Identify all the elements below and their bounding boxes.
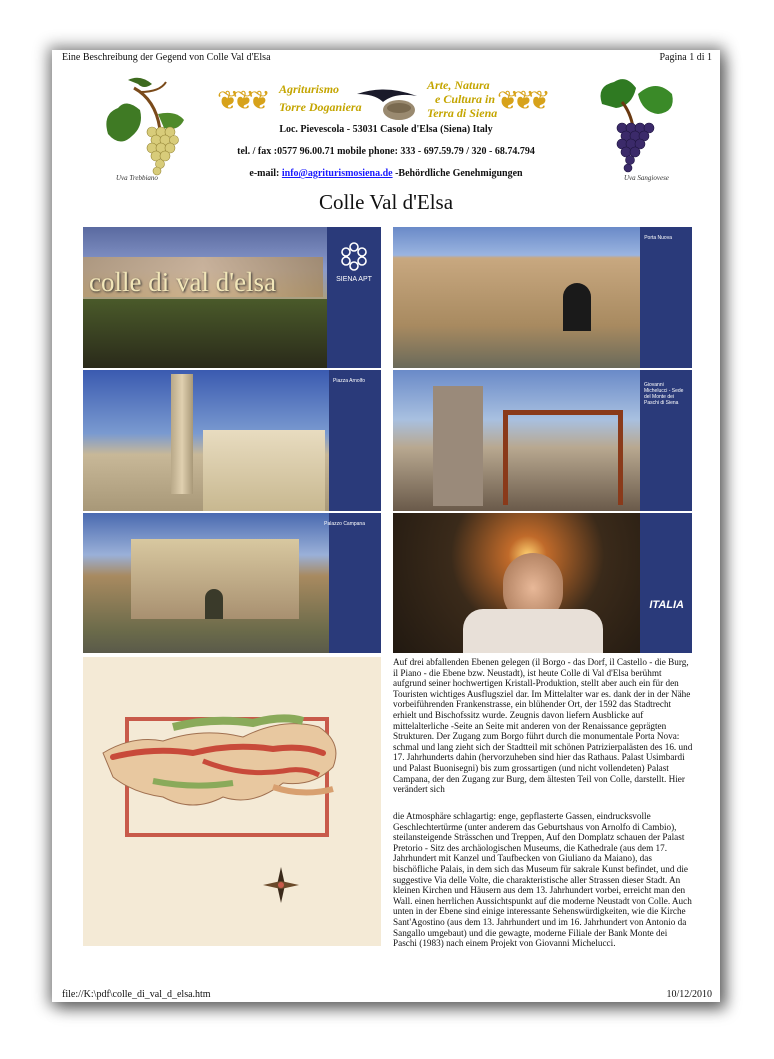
town-map-illustration: [83, 657, 381, 946]
siena-apt-logo: SIENA APT: [333, 241, 375, 291]
photo-porta-nuova: [393, 227, 692, 368]
photo-monte-paschi: [393, 370, 692, 511]
photo-piazza-arnolfo-label: Piazza Arnolfo: [333, 378, 365, 384]
photo-glassblower: [393, 513, 692, 653]
photo-colle-caption: colle di val d'elsa: [89, 267, 277, 297]
photo-palazzo-campana: [83, 513, 381, 653]
page-title: Colle Val d'Elsa: [318, 190, 454, 214]
photo-piazza-arnolfo: [83, 370, 381, 511]
siena-apt-icon: [339, 241, 369, 271]
print-footer-date: 10/12/2010: [666, 989, 712, 1000]
description-paragraph-1: Auf drei abfallenden Ebenen gelegen (il Borgo - das Dorf, il Castello - die Burg, il Piano - die Ebene bzw. Neustadt), ist heute Colle di Val d'Elsa berühmt aufgrund seiner hochwertigen Kristall-Produktion, stellt aber auch ein für den Touristen wichtiges Ausflugsziel dar. Im Mittelalter war es. dank der in der Nähe vorbeiführenden Frankenstrasse, ein blühender Ort, der 1592 das Stadtrecht erhielt und Bischofssitz wurde. Zeugnis davon liefern Ausblicke auf mittelalterliche -Seite an Seite mit anderen von der Renaissance geprägten Strukturen. Der Zugang zum Borgo führt durch die monumentale Porta Nova: schmal und lang zieht sich der Stadtteil mit schönen Patrizierpalästen des 16. und 17. Jahrhunderts dahin (hervorzuheben sind hier das Rathaus. Palast Usimbardi und Palast Buonisegni) bis zum grossartigen (und nicht vollendeten) Palast Campana, der den Zugang zur Burg, dem ältesten Teil von Colle, darstellt. Hier verändert sich: [393, 657, 693, 795]
contact-phone: tel. / fax :0577 96.00.71 mobile phone: 333 - 697.59.79 / 320 - 68.74.794: [237, 146, 535, 157]
photo-porta-nuova-label: Porta Nuova: [644, 235, 672, 241]
banner-left-text: Agriturismo Torre Doganiera: [279, 82, 362, 114]
contact-email-line: e-mail: info@agriturismosiena.de -Behördliche Genehmigungen: [249, 168, 523, 179]
agriturismo-banner: [217, 78, 557, 128]
grape-left-caption: Uva Trebbiano: [116, 174, 158, 182]
grape-right-caption: Uva Sangiovese: [624, 174, 669, 182]
italia-logo: ITALIA: [649, 599, 684, 611]
photo-palazzo-campana-label: Palazzo Campana: [324, 521, 365, 527]
grape-red-illustration: [592, 74, 680, 182]
photo-monte-paschi-label: Giovanni Michelucci - Sede del Monte dei Paschi di Siena: [644, 382, 684, 406]
banner-right-text: Arte, Natura e Cultura in Terra di Siena: [427, 78, 498, 120]
email-link[interactable]: info@agriturismosiena.de: [281, 168, 393, 179]
print-header-page: Pagina 1 di 1: [659, 52, 712, 63]
document-page: [52, 50, 720, 1002]
print-footer-path: file://K:\pdf\colle_di_val_d_elsa.htm: [62, 989, 211, 1000]
swallow-nest-icon: [355, 82, 425, 122]
print-header-title: Eine Beschreibung der Gegend von Colle Val d'Elsa: [62, 52, 271, 63]
wheat-left-icon: ❦❦❦: [217, 86, 265, 115]
description-paragraph-2: die Atmosphäre schlagartig: enge, gepflasterte Gassen, eindrucksvolle Geschlechtertürme (unter anderem das Geburtshaus von Arnolfo di Cambio), steilansteigende Strässchen und Treppen, Auf den Domplatz schauen der Palast Pretorio - Sitz des archäologischen Museums, die Kathedrale (aus dem 17. Jahrhundert mit Kanzel und Taufbecken von Giuliano da Maiano), das bischöfliche Palais, in dem sich das Museum für sakrale Kunst befindet, und die suggestive Via delle Volte, die charakteristische aller Strassen dieser Stadt. An kleinen Kirchen und Häusern aus dem 13. Jahrhundert vorbei, erreicht man den Wall. einen herrlichen Aussichtspunkt auf die moderne Neustadt von Colle. Auch unten in der Ebene sind einige interessante Sehenswürdigkeiten, wie die Kirche Sant'Agostino (aus dem 13. Jahrhundert und im 16. Jahrhundert von Antonio da Sangallo umgebaut) und die gewagte, moderne Filiale der Bank Monte dei Paschi (1983) nach einem Projekt von Giovanni Michelucci.: [393, 811, 692, 949]
wheat-right-icon: ❦❦❦: [497, 86, 545, 115]
photo-colle-panorama: [83, 227, 381, 368]
print-header: [62, 52, 712, 63]
print-footer: [62, 989, 712, 1000]
contact-address: Loc. Pievescola - 53031 Casole d'Elsa (Siena) Italy: [279, 124, 493, 135]
